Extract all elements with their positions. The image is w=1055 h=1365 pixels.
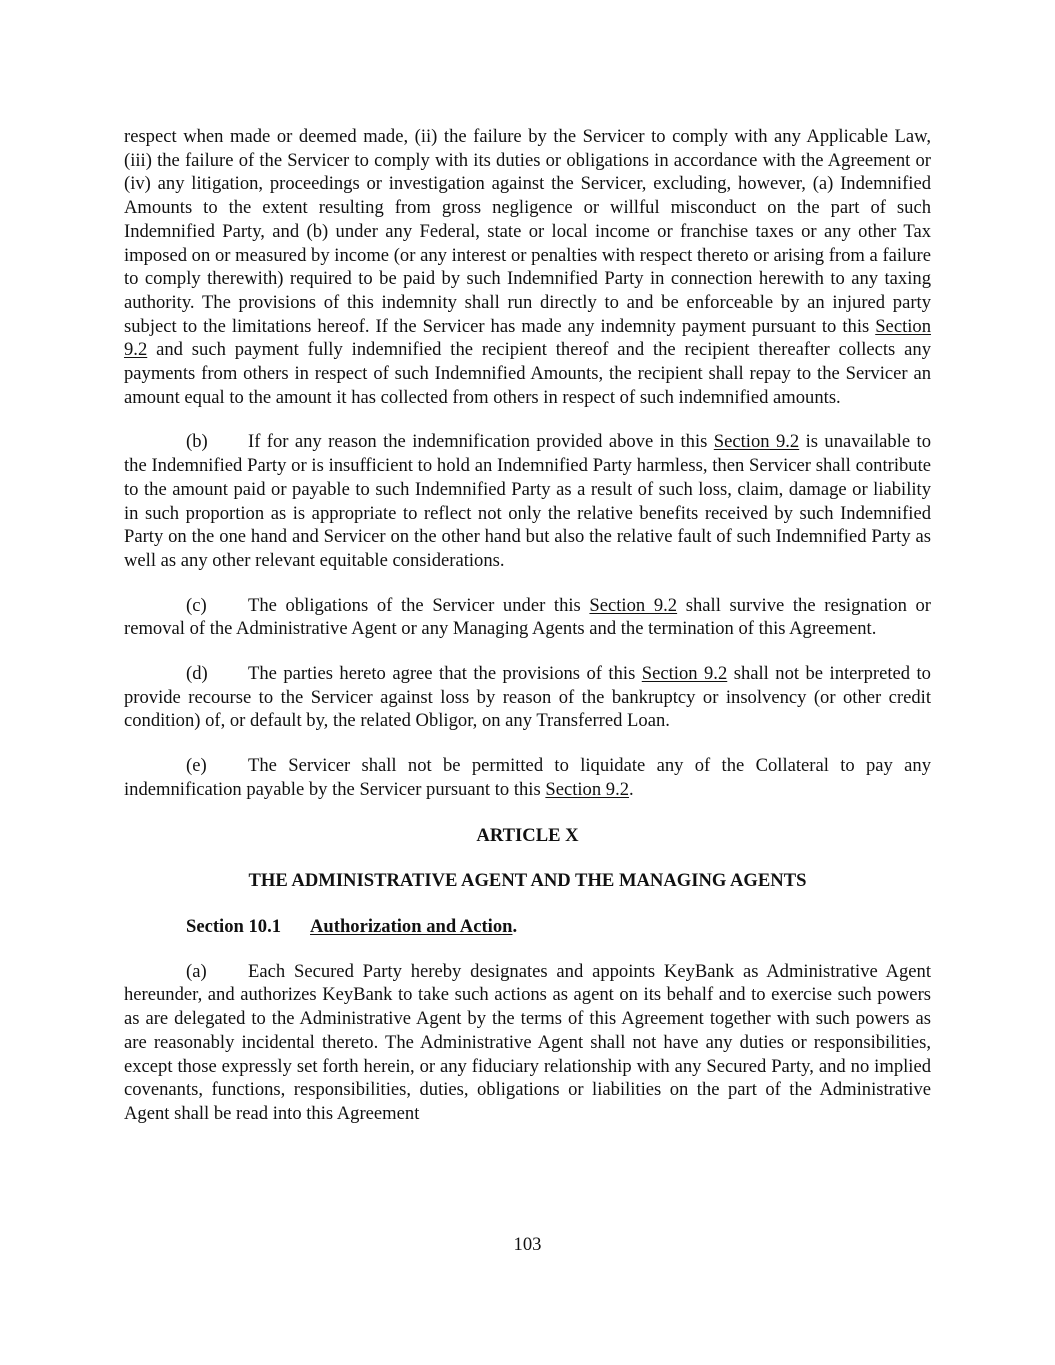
section-reference: Section 9.2 xyxy=(641,663,728,685)
section-reference: Section 9.2 xyxy=(545,778,630,800)
paragraph-text: . xyxy=(629,778,634,800)
paragraph-text: respect when made or deemed made, (ii) the failure by the Servicer to comply with any Applicable Law, (iii) the failure of the Servicer to comply with its duties or obligations in accordance with the Agreement or (iv) any litigation, proceedings or investigation against the Servicer, excluding, however, (a) Indemnified Amounts to the extent resulting from gross negligence or willful misconduct on the part of such Indemnified Party, and (b) under any Federal, state or local income or franchise taxes or any other Tax imposed on or measured by income (or any interest or penalties with respect thereto or arising from a failure to comply therewith) required to be paid by such Indemnified Party in connection herewith to any taxing authority. The provisions of this indemnity shall run directly to and be enforceable by an injured party subject to the limitations hereof. If the Servicer has made any indemnity payment pursuant to this xyxy=(124,126,931,337)
paragraph-label: (b) xyxy=(186,431,208,453)
paragraph-label: (d) xyxy=(186,663,208,685)
paragraph-e xyxy=(124,754,931,801)
document-page xyxy=(124,125,931,1126)
paragraph-text: shall not be interpreted to provide recourse to the Servicer against loss by reason of the bankruptcy or insolvency (or other credit condition) of, or default by, the related Obligor, on any Transferred Loan. xyxy=(124,663,931,732)
section-number: Section 10.1 xyxy=(186,915,282,937)
section-title-period: . xyxy=(512,915,518,937)
page-number: 103 xyxy=(513,1234,542,1255)
paragraph-text: The parties hereto agree that the provisions of this xyxy=(248,663,642,685)
paragraph-b xyxy=(124,430,931,572)
paragraph-c xyxy=(124,594,931,641)
section-title: Authorization and Action xyxy=(310,915,513,937)
section-reference: Section 9.2 xyxy=(124,315,931,361)
continued-paragraph xyxy=(124,125,931,409)
paragraph-label: (e) xyxy=(186,755,207,777)
article-number: ARTICLE X xyxy=(476,824,579,846)
paragraph-text: shall survive the resignation or removal of the Administrative Agent or any Managing Agents and the termination of this Agreement. xyxy=(124,594,932,640)
paragraph-label: (c) xyxy=(186,594,207,616)
section-heading xyxy=(124,915,931,939)
paragraph-text: The Servicer shall not be permitted to liquidate any of the Collateral to pay any indemnification payable by the Servicer pursuant to this xyxy=(124,755,931,800)
paragraph-text: and such payment fully indemnified the recipient thereof and the recipient thereafter collects any payments from others in respect of such Indemnified Amounts, the recipient shall repay to the Servicer an amount equal to the amount it has collected from others in respect of such indemnified amounts. xyxy=(124,339,931,408)
section-paragraph-a xyxy=(124,960,931,1126)
paragraph-text: The obligations of the Servicer under this xyxy=(248,594,590,616)
section-reference: Section 9.2 xyxy=(589,594,678,616)
paragraph-d xyxy=(124,662,931,733)
paragraph-text: Each Secured Party hereby designates and appoints KeyBank as Administrative Agent hereunder, and authorizes KeyBank to take such actions as agent on its behalf and to exercise such powers as are delegated to the Administrative Agent by the terms of this Agreement together with such powers as are reasonably incidental thereto. The Administrative Agent shall not have any duties or responsibilities, except those expressly set forth herein, or any fiduciary relationship with any Secured Party, and no implied covenants, functions, responsibilities, duties, obligations or liabilities on the part of the Administrative Agent shall be read into this Agreement xyxy=(124,960,931,1124)
paragraph-text: If for any reason the indemnification provided above in this xyxy=(248,431,714,453)
section-reference: Section 9.2 xyxy=(713,431,800,453)
paragraph-text: is unavailable to the Indemnified Party or is insufficient to hold an Indemnified Party harmless, then Servicer shall contribute to the amount paid or payable to such Indemnified Party as a result of such loss, claim, damage or liability in such proportion as is appropriate to reflect not only the relative benefits received by such Indemnified Party on the one hand and Servicer on the other hand but also the relative fault of such Indemnified Party as well as any other relevant equitable considerations. xyxy=(124,431,931,571)
paragraph-label: (a) xyxy=(186,960,207,982)
article-title: THE ADMINISTRATIVE AGENT AND THE MANAGING AGENTS xyxy=(248,870,807,892)
